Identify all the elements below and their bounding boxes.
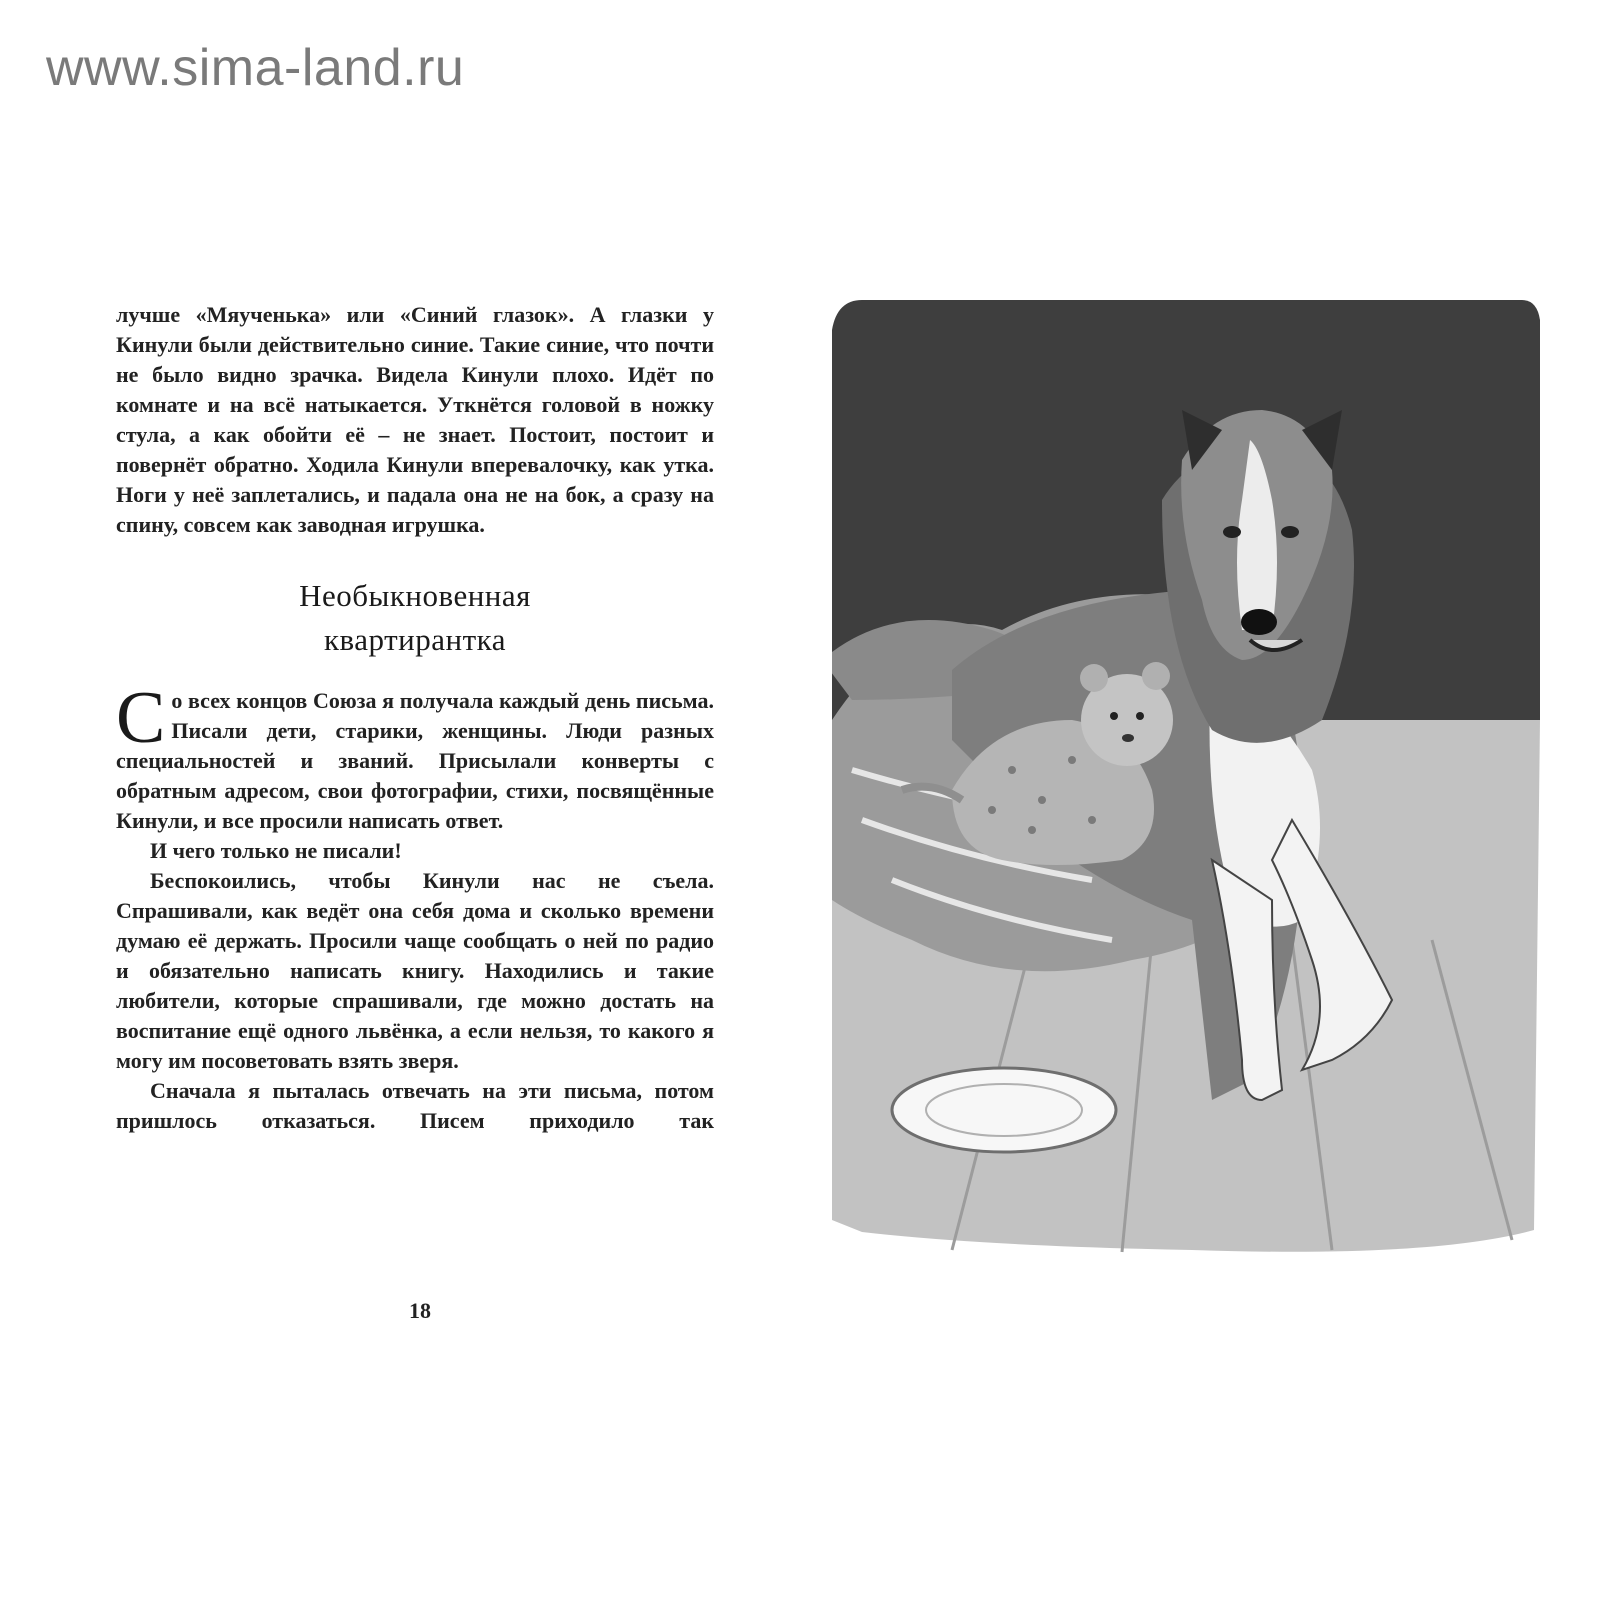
- chapter-title-line-1: Необыкновенная: [299, 578, 531, 613]
- paragraph-1-text: о всех концов Союза я получала каждый день письма. Писали дети, старики, женщины. Люди разных специальностей и званий. Присылали конверты с обратным адресом, свои фотографии, стихи, посвящённые Кинули, и все просили написать ответ.: [116, 688, 714, 833]
- page-number: 18: [409, 1298, 431, 1323]
- site-watermark: www.sima-land.ru: [46, 39, 465, 97]
- illustration-dog-eye-right: [1281, 526, 1299, 538]
- chapter-title: [116, 574, 714, 662]
- paragraph-3: Беспокоились, чтобы Кинули нас не съела. Спрашивали, как ведёт она себя дома и сколько времени думаю её держать. Просили чаще сообщать о ней по радио и обязательно написать книгу. Находились и такие любители, которые спрашивали, где можно достать на воспитание ещё одного львёнка, а если нельзя, то какого я могу им посоветовать взять зверя.: [116, 868, 714, 1073]
- chapter-title-line-2: квартирантка: [323, 622, 507, 657]
- illustration-dog-and-lion-cub: [832, 300, 1544, 1262]
- intro-paragraph: лучше «Мяученька» или «Синий глазок». А глазки у Кинули были действительно синие. Такие синие, что почти не было видно зрачка. Видела Кинули плохо. Идёт по комнате и на всё натыкается. Уткнётся головой в ножку стула, а как обойти её – не знает. Постоит, постоит и повернёт обратно. Ходила Кинули вперевалочку, как утка. Ноги у неё заплетались, и падала она не на бок, а сразу на спину, совсем как заводная игрушка.: [116, 302, 714, 537]
- drop-cap-letter: С: [116, 677, 166, 759]
- book-page-text: [116, 300, 714, 1136]
- illustration-cub-eye-right: [1136, 712, 1144, 720]
- paragraph-4: Сначала я пыталась отвечать на эти письма, потом пришлось отказаться. Писем приходило так: [116, 1078, 714, 1133]
- illustration-cub-ear-left: [1080, 664, 1108, 692]
- paragraph-2: И чего только не писали!: [150, 838, 402, 863]
- illustration-cub-eye-left: [1110, 712, 1118, 720]
- illustration-cub-nose: [1122, 734, 1134, 742]
- paragraph-1: [116, 677, 714, 836]
- illustration-dog-eye-left: [1223, 526, 1241, 538]
- illustration-cub-ear-right: [1142, 662, 1170, 690]
- illustration-dog-nose: [1241, 609, 1277, 635]
